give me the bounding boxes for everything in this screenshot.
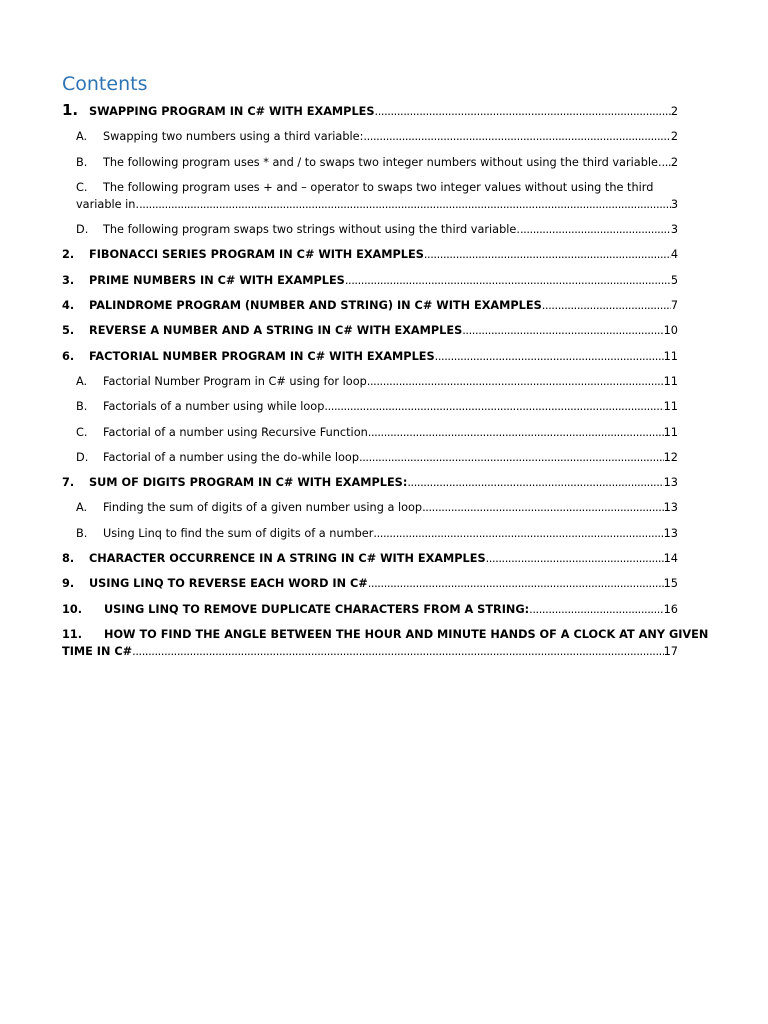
- toc-leader-dots: [345, 272, 671, 289]
- toc-entry-text: SUM OF DIGITS PROGRAM IN C# WITH EXAMPLES:: [89, 476, 408, 490]
- toc-page-number: 13: [663, 501, 678, 515]
- toc-leader-dots: [407, 474, 663, 491]
- toc-page-number: 13: [663, 476, 678, 490]
- toc-entry-3[interactable]: [62, 272, 678, 289]
- toc-leader-dots: [139, 196, 671, 213]
- toc-entry-9[interactable]: [62, 575, 678, 592]
- toc-entry-number: 11.: [62, 627, 83, 641]
- toc-leader-dots: [422, 499, 664, 516]
- toc-entry-number: D.: [76, 450, 89, 464]
- toc-leader-dots: [367, 373, 664, 390]
- toc-entry-number: 5.: [62, 324, 75, 338]
- toc-entry-8[interactable]: [62, 550, 678, 567]
- toc-page-number: 10: [663, 324, 678, 338]
- toc-entry-number: D.: [76, 223, 89, 237]
- toc-entry-text: PALINDROME PROGRAM (NUMBER AND STRING) IN C# WITH EXAMPLES: [89, 299, 542, 313]
- toc-list: [62, 101, 709, 660]
- document-page: [62, 72, 709, 668]
- toc-entry-text: Factorial of a number using Recursive Function: [103, 425, 368, 439]
- toc-entry-1[interactable]: [62, 102, 678, 120]
- toc-leader-dots: [324, 398, 663, 415]
- toc-entry-number: 2.: [62, 248, 75, 262]
- toc-entry-6[interactable]: [62, 348, 678, 365]
- toc-entry-number: 6.: [62, 349, 75, 363]
- toc-entry-number: A.: [76, 374, 88, 388]
- toc-entry-text: Using Linq to find the sum of digits of a number: [103, 526, 374, 540]
- toc-leader-dots: [132, 643, 663, 660]
- toc-leader-dots: [368, 575, 664, 592]
- toc-page-number: 2: [670, 155, 678, 169]
- toc-entry-text: The following program swaps two strings without using the third variable.: [103, 223, 520, 237]
- toc-page-number: 11: [663, 349, 678, 363]
- toc-entry-number: 1.: [62, 101, 79, 119]
- toc-entry-text: SWAPPING PROGRAM IN C# WITH EXAMPLES: [89, 105, 375, 118]
- toc-leader-dots: [424, 246, 671, 263]
- toc-leader-dots: [662, 154, 671, 171]
- toc-entry-number: A.: [76, 501, 88, 515]
- toc-page-number: 15: [663, 577, 678, 591]
- toc-page-number: 5: [670, 273, 678, 287]
- toc-leader-dots: [529, 601, 663, 618]
- toc-page-number: 2: [670, 130, 678, 144]
- toc-leader-dots: [375, 103, 671, 120]
- toc-entry-text: Factorial Number Program in C# using for loop: [103, 374, 367, 388]
- toc-entry-number: 3.: [62, 273, 75, 287]
- toc-leader-dots: [373, 525, 663, 542]
- toc-page-number: 16: [663, 602, 678, 616]
- toc-entry-6a[interactable]: [62, 373, 678, 390]
- toc-entry-4[interactable]: [62, 297, 678, 314]
- toc-page-number: 13: [663, 526, 678, 540]
- toc-entry-text: PRIME NUMBERS IN C# WITH EXAMPLES: [89, 273, 345, 287]
- toc-entry-7[interactable]: [62, 474, 678, 491]
- toc-entry-text: Swapping two numbers using a third variable:: [103, 130, 364, 144]
- toc-entry-text: USING LINQ TO REVERSE EACH WORD IN C#: [89, 577, 368, 591]
- toc-entry-text: FACTORIAL NUMBER PROGRAM IN C# WITH EXAMPLES: [89, 349, 435, 363]
- toc-entry-text: Factorial of a number using the do-while loop: [103, 450, 359, 464]
- toc-entry-text-continued: variable in.: [76, 197, 140, 211]
- toc-entry-text: FIBONACCI SERIES PROGRAM IN C# WITH EXAMPLES: [89, 248, 424, 262]
- toc-entry-number: B.: [76, 400, 88, 414]
- toc-entry-1b[interactable]: [62, 154, 678, 171]
- toc-entry-11[interactable]: [62, 626, 709, 660]
- toc-entry-text: The following program uses * and / to swaps two integer numbers without using the third variable.: [103, 155, 662, 169]
- toc-title: Contents: [62, 73, 148, 95]
- toc-entry-5[interactable]: [62, 322, 678, 339]
- toc-entry-2[interactable]: [62, 246, 678, 263]
- toc-entry-1d[interactable]: [62, 221, 678, 238]
- toc-leader-dots: [368, 424, 664, 441]
- toc-entry-1a[interactable]: [62, 128, 678, 145]
- toc-entry-6d[interactable]: [62, 449, 678, 466]
- toc-entry-7b[interactable]: [62, 525, 678, 542]
- toc-entry-10[interactable]: [62, 601, 678, 618]
- toc-page-number: 3: [670, 223, 678, 237]
- toc-leader-dots: [542, 297, 671, 314]
- toc-entry-6b[interactable]: [62, 398, 678, 415]
- toc-entry-number: A.: [76, 130, 88, 144]
- toc-entry-7a[interactable]: [62, 499, 678, 516]
- toc-leader-dots: [359, 449, 664, 466]
- toc-entry-number: C.: [76, 180, 88, 194]
- toc-entry-text: Factorials of a number using while loop: [103, 400, 325, 414]
- toc-page-number: 17: [663, 644, 678, 658]
- toc-entry-number: 4.: [62, 299, 75, 313]
- toc-page-number: 3: [670, 197, 678, 211]
- toc-entry-number: 10.: [62, 602, 83, 616]
- toc-entry-6c[interactable]: [62, 424, 678, 441]
- toc-entry-number: B.: [76, 526, 88, 540]
- toc-entry-number: 9.: [62, 577, 75, 591]
- toc-entry-text-continued: TIME IN C#: [62, 644, 133, 658]
- toc-page-number: 14: [663, 552, 678, 566]
- toc-entry-number: B.: [76, 155, 88, 169]
- toc-entry-text: USING LINQ TO REMOVE DUPLICATE CHARACTERS FROM A STRING:: [104, 602, 530, 616]
- toc-page-number: 7: [670, 299, 678, 313]
- toc-page-number: 11: [663, 374, 678, 388]
- toc-entry-text: REVERSE A NUMBER AND A STRING IN C# WITH EXAMPLES: [89, 324, 463, 338]
- toc-page-number: 11: [663, 425, 678, 439]
- toc-entry-text: The following program uses + and – operator to swaps two integer values without using the third: [103, 180, 654, 194]
- toc-page-number: 2: [670, 105, 678, 118]
- toc-leader-dots: [462, 322, 663, 339]
- toc-leader-dots: [520, 221, 671, 238]
- toc-leader-dots: [435, 348, 664, 365]
- toc-page-number: 12: [663, 450, 678, 464]
- toc-entry-text: Finding the sum of digits of a given number using a loop: [103, 501, 423, 515]
- toc-leader-dots: [486, 550, 664, 567]
- toc-entry-text: HOW TO FIND THE ANGLE BETWEEN THE HOUR AND MINUTE HANDS OF A CLOCK AT ANY GIVEN: [104, 627, 709, 641]
- toc-entry-number: 8.: [62, 552, 75, 566]
- toc-entry-number: C.: [76, 425, 88, 439]
- toc-leader-dots: [363, 128, 670, 145]
- toc-entry-text: CHARACTER OCCURRENCE IN A STRING IN C# WITH EXAMPLES: [89, 552, 486, 566]
- toc-entry-number: 7.: [62, 476, 75, 490]
- toc-page-number: 11: [663, 400, 678, 414]
- toc-page-number: 4: [670, 248, 678, 262]
- toc-entry-1c[interactable]: [62, 179, 678, 213]
